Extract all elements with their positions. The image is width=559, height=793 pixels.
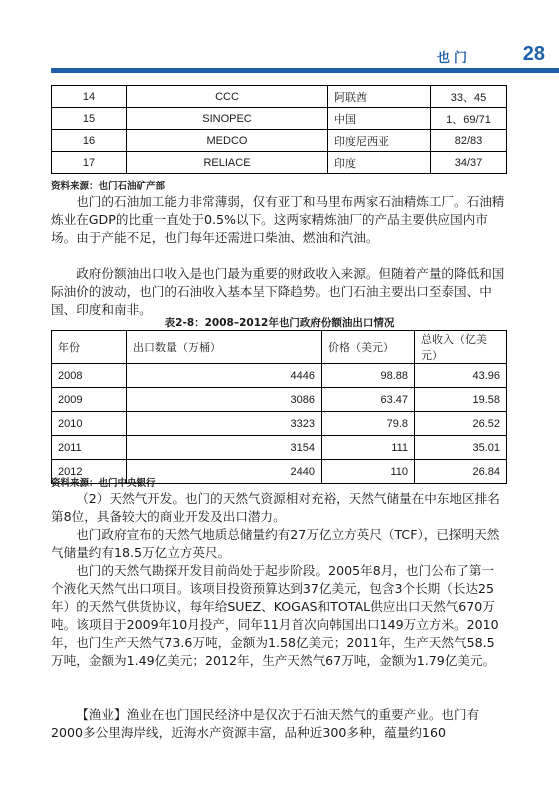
- paragraph-refining: 也门的石油加工能力非常薄弱，仅有亚丁和马里布两家石油精炼工厂。石油精炼业在GDP的比重一直处于0.5%以下。这两家精炼油厂的产品主要供应国内市场。由于产能不足，也门每年还需进口柴油、燃油和汽油。: [51, 194, 505, 245]
- table-cell: 35.01: [415, 436, 507, 460]
- table-cell: 79.8: [322, 412, 415, 436]
- table-cell: 110: [322, 460, 415, 484]
- paragraph-gas-reserves: 也门政府宣布的天然气地质总储量约有27万亿立方英尺（TCF），已探明天然气储量约有18.5万亿立方英尺。: [51, 527, 500, 560]
- table-cell: 4446: [127, 364, 322, 388]
- table-header-row: [52, 331, 507, 364]
- table-cell: 2011: [52, 436, 127, 460]
- table-cell: 印度尼西亚: [328, 130, 431, 152]
- table-cell: 2010: [52, 412, 127, 436]
- column-header: 出口数量（万桶）: [127, 331, 322, 364]
- source-note-1: 资料来源：也门石油矿产部: [51, 181, 166, 192]
- column-header: 年份: [52, 331, 127, 364]
- table-cell: 34/37: [431, 152, 507, 174]
- paragraph-gas-projects: 也门的天然气勘探开发目前尚处于起步阶段。2005年8月，也门公布了第一个液化天然气出口项目。该项目投资预算达到37亿美元，包含3个长期（长达25年）的天然气供货协议，每年给SUEZ、KOGAS和TOTAL供应出口天然气670万吨。该项目于2009年10月投产，同年11月首次向韩国出口149万立方米。2010年，也门生产天然气73.6万吨，金额为1.58亿美元；2011年，生产天然气58.5万吨，金额为1.49亿美元；2012年，生产天然气67万吨，金额为1.79亿美元。: [51, 563, 499, 668]
- paragraph-gas-development: （2）天然气开发。也门的天然气资源相对充裕，天然气储量在中东地区排名第8位，具备较大的商业开发及出口潜力。: [51, 491, 500, 524]
- table-cell: 16: [52, 130, 127, 152]
- column-header: 总收入（亿美元）: [415, 331, 507, 364]
- table-cell: 63.47: [322, 388, 415, 412]
- table-cell: 111: [322, 436, 415, 460]
- table-cell: 2012: [52, 460, 127, 484]
- table-cell: 2009: [52, 388, 127, 412]
- table-cell: 26.52: [415, 412, 507, 436]
- table-row: [52, 108, 507, 130]
- oil-export-table: [51, 330, 507, 484]
- table-row: [52, 130, 507, 152]
- table-row: [52, 436, 507, 460]
- paragraph-revenue: 政府份额油出口收入是也门最为重要的财政收入来源。但随着产量的降低和国际油价的波动，也门的石油收入基本呈下降趋势。也门石油主要出口至泰国、中国、印度和南非。: [51, 266, 505, 317]
- table-cell: 中国: [328, 108, 431, 130]
- table-cell: 82/83: [431, 130, 507, 152]
- table-cell: 2008: [52, 364, 127, 388]
- table-cell: 15: [52, 108, 127, 130]
- page-number: 28: [522, 43, 545, 65]
- table-cell: MEDCO: [127, 130, 328, 152]
- table-cell: RELIACE: [127, 152, 328, 174]
- source-note-2: 资料来源：也门中央银行: [51, 478, 156, 489]
- table-cell: 阿联酋: [328, 86, 431, 108]
- table-cell: 3323: [127, 412, 322, 436]
- table-cell: 33、45: [431, 86, 507, 108]
- table-cell: CCC: [127, 86, 328, 108]
- table-row: [52, 364, 507, 388]
- header-rule: [51, 68, 559, 73]
- table-cell: 19.58: [415, 388, 507, 412]
- column-header: 价格（美元）: [322, 331, 415, 364]
- table-row: [52, 388, 507, 412]
- table-caption: 表2-8：2008–2012年也门政府份额油出口情况: [164, 317, 395, 329]
- table-row: [52, 412, 507, 436]
- table-cell: 14: [52, 86, 127, 108]
- table-cell: 43.96: [415, 364, 507, 388]
- table-cell: 26.84: [415, 460, 507, 484]
- table-row: [52, 86, 507, 108]
- table-cell: 2440: [127, 460, 322, 484]
- paragraph-fishery: 【渔业】渔业在也门国民经济中是仅次于石油天然气的重要产业。也门有2000多公里海岸线，近海水产资源丰富，品种近300多种，蕴量约160: [51, 707, 480, 740]
- table-cell: 3154: [127, 436, 322, 460]
- company-table: [51, 85, 507, 174]
- header-title: 也门: [436, 51, 471, 66]
- table-cell: 98.88: [322, 364, 415, 388]
- table-cell: SINOPEC: [127, 108, 328, 130]
- table-cell: 1、69/71: [431, 108, 507, 130]
- table-row: [52, 152, 507, 174]
- table-cell: 印度: [328, 152, 431, 174]
- table-cell: 3086: [127, 388, 322, 412]
- table-cell: 17: [52, 152, 127, 174]
